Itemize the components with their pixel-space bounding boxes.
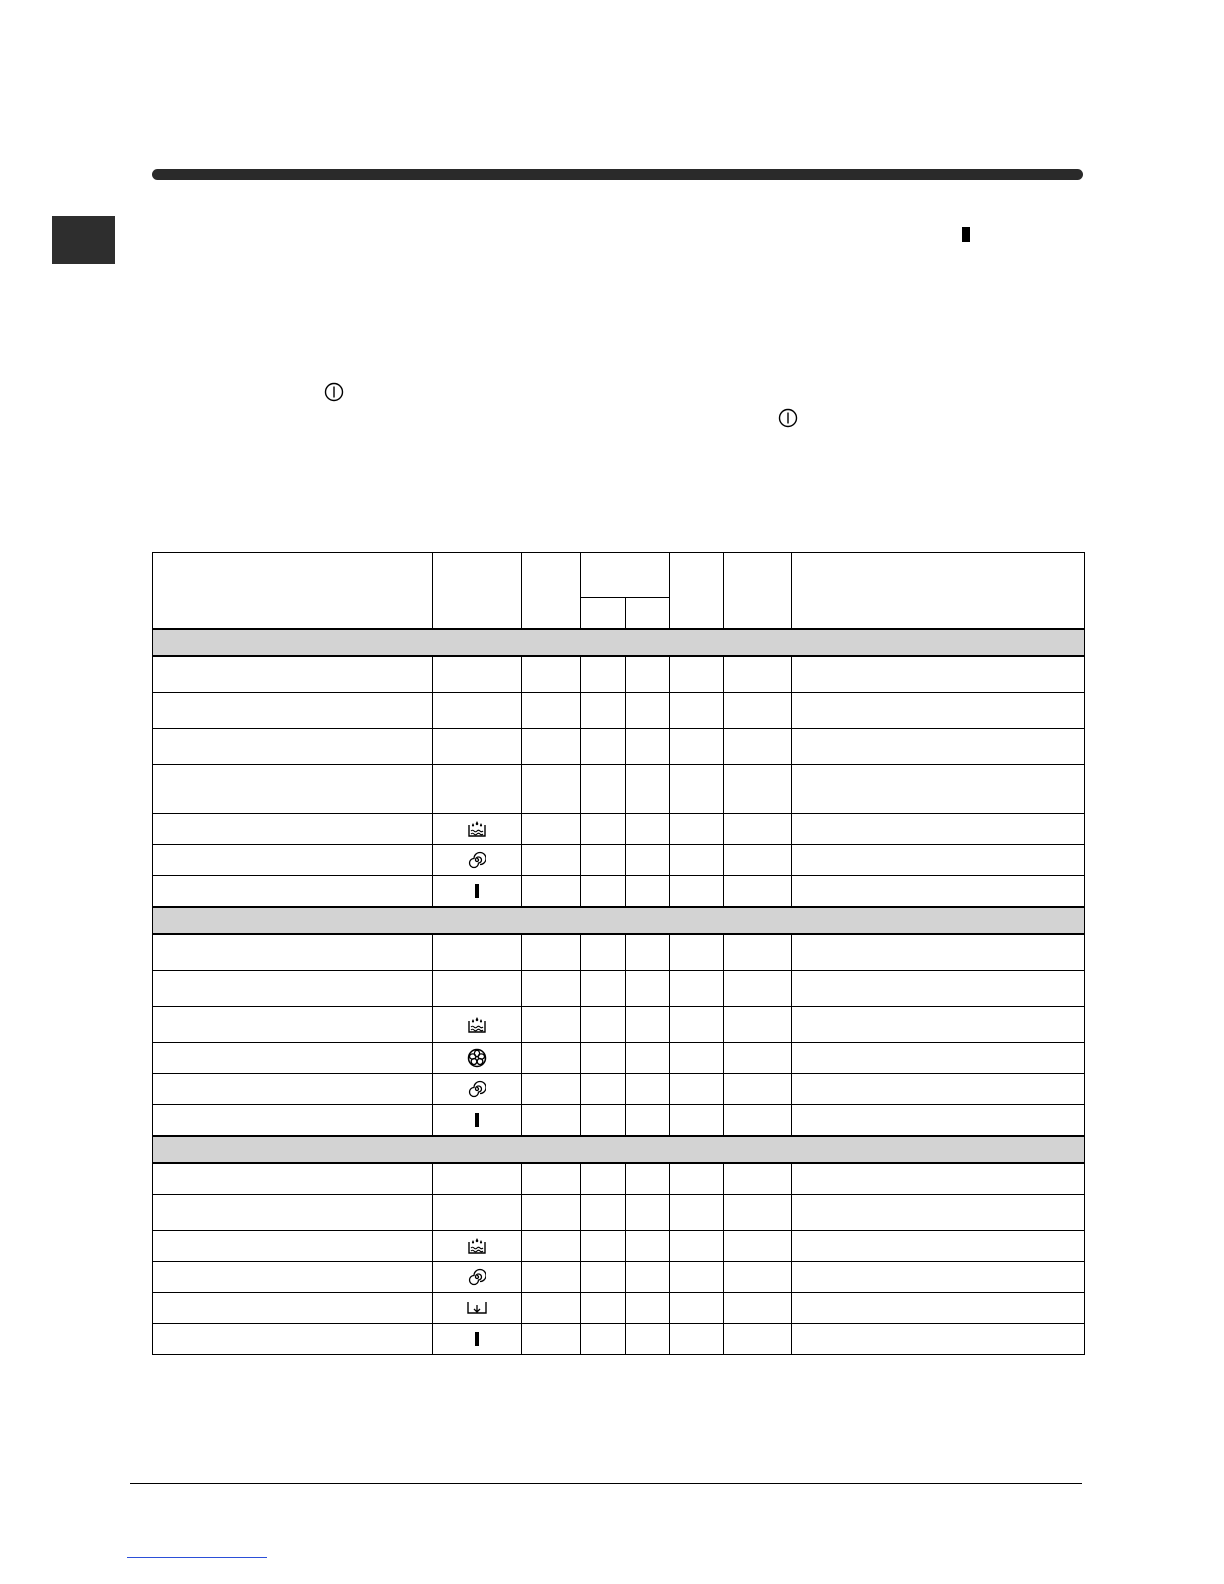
rinse-icon [433,814,522,845]
table-cell [433,765,522,814]
header-temp [522,553,581,630]
table-cell [581,1163,626,1195]
table-cell [724,1324,792,1355]
table-cell [522,765,581,814]
table-cell [522,656,581,693]
table-row [153,934,1085,971]
table-cell [626,729,670,765]
footer-link[interactable] [127,1557,267,1558]
table-cell [724,814,792,845]
programme-table [152,552,1085,1355]
table-cell [670,656,724,693]
table-cell [153,765,433,814]
table-cell [153,1324,433,1355]
table-cell [581,1043,626,1074]
table-cell [522,971,581,1007]
table-cell [522,729,581,765]
table-row [153,971,1085,1007]
table-cell [433,971,522,1007]
table-cell [792,845,1085,876]
table-cell [433,656,522,693]
table-cell [626,1195,670,1231]
table-cell [724,656,792,693]
table-cell [792,1231,1085,1262]
table-cell [724,1074,792,1105]
table-cell [433,693,522,729]
table-cell [522,1324,581,1355]
table-cell [522,1231,581,1262]
softener-icon [433,1043,522,1074]
table-cell [626,656,670,693]
table-cell [724,1007,792,1043]
table-cell [724,934,792,971]
table-cell [153,1163,433,1195]
section-header [153,1136,1085,1163]
table-cell [581,1074,626,1105]
table-cell [792,1163,1085,1195]
table-cell [581,729,626,765]
table-cell [433,1195,522,1231]
table-cell [522,1163,581,1195]
table-cell [724,1105,792,1137]
table-cell [626,814,670,845]
table-cell [670,1195,724,1231]
table-cell [792,1105,1085,1137]
table-cell [581,1324,626,1355]
table-cell [724,1262,792,1293]
table-cell [581,1105,626,1137]
table-cell [581,656,626,693]
table-row [153,845,1085,876]
table-cell [581,1007,626,1043]
table-cell [670,971,724,1007]
power-icon [324,382,344,402]
table-row [153,814,1085,845]
table-cell [581,876,626,908]
table-cell [626,1163,670,1195]
table-cell [670,765,724,814]
table-cell [670,934,724,971]
table-cell [792,1195,1085,1231]
table-cell [522,1074,581,1105]
table-cell [153,1293,433,1324]
table-cell [433,729,522,765]
table-cell [522,814,581,845]
table-cell [581,934,626,971]
table-cell [724,876,792,908]
table-cell [153,1074,433,1105]
table-cell [626,1043,670,1074]
table-cell [670,1007,724,1043]
table-cell [670,1163,724,1195]
table-cell [581,1231,626,1262]
table-cell [670,1262,724,1293]
table-cell [670,1074,724,1105]
end-bar-icon [433,1324,522,1355]
table-cell [581,765,626,814]
table-cell [626,971,670,1007]
table-cell [792,814,1085,845]
table-cell [522,1262,581,1293]
table-cell [670,693,724,729]
end-bar-icon [962,227,970,242]
table-cell [522,1293,581,1324]
table-cell [522,1105,581,1137]
spin-icon [433,1074,522,1105]
table-cell [724,845,792,876]
table-row [153,729,1085,765]
table-cell [724,693,792,729]
table-cell [626,1293,670,1324]
table-cell [626,1262,670,1293]
power-icon [778,408,798,428]
table-cell [153,729,433,765]
table-row [153,1043,1085,1074]
table-row [153,1074,1085,1105]
table-cell [153,934,433,971]
table-cell [792,876,1085,908]
table-cell [626,876,670,908]
end-bar-icon [433,1105,522,1137]
section-header [153,629,1085,656]
drain-icon [433,1293,522,1324]
table-cell [581,971,626,1007]
table-cell [581,1195,626,1231]
table-row [153,1007,1085,1043]
table-cell [522,693,581,729]
table-cell [626,845,670,876]
table-cell [792,971,1085,1007]
table-cell [153,1231,433,1262]
table-cell [792,1074,1085,1105]
table-cell [522,845,581,876]
table-cell [792,934,1085,971]
table-cell [522,1195,581,1231]
rinse-icon [433,1007,522,1043]
table-cell [724,729,792,765]
table-row [153,1195,1085,1231]
spin-icon [433,1262,522,1293]
table-row [153,693,1085,729]
table-cell [522,1043,581,1074]
table-cell [522,876,581,908]
table-cell [792,656,1085,693]
table-cell [153,1007,433,1043]
table-cell [153,1043,433,1074]
table-cell [792,765,1085,814]
table-cell [626,693,670,729]
table-row [153,876,1085,908]
table-cell [522,1007,581,1043]
table-cell [153,876,433,908]
table-cell [724,765,792,814]
table-cell [153,845,433,876]
table-cell [792,729,1085,765]
table-cell [581,693,626,729]
table-row [153,656,1085,693]
table-cell [792,1293,1085,1324]
table-cell [670,1231,724,1262]
table-cell [670,845,724,876]
table-cell [153,814,433,845]
table-row [153,1231,1085,1262]
table-cell [153,1195,433,1231]
table-cell [581,845,626,876]
table-cell [153,656,433,693]
language-tab [52,216,115,264]
table-cell [724,1163,792,1195]
header-rule [152,169,1083,180]
table-cell [670,1293,724,1324]
table-row [153,1105,1085,1137]
table-cell [626,1105,670,1137]
header-duration [724,553,792,630]
spin-icon [433,845,522,876]
header-description [792,553,1085,630]
header-detergent-a [581,598,626,630]
table-row [153,765,1085,814]
table-cell [626,1074,670,1105]
table-cell [153,1105,433,1137]
table-cell [724,1043,792,1074]
table-cell [670,1043,724,1074]
table-cell [724,1231,792,1262]
table-cell [670,814,724,845]
table-cell [670,1105,724,1137]
section-header [153,907,1085,934]
table-cell [433,934,522,971]
table-cell [581,1293,626,1324]
table-cell [433,1163,522,1195]
header-bleach [670,553,724,630]
table-cell [153,693,433,729]
footer-rule [130,1483,1082,1484]
header-detergent-b [626,598,670,630]
table-cell [522,934,581,971]
table-cell [626,1324,670,1355]
table-cell [792,1324,1085,1355]
table-cell [670,1324,724,1355]
table-cell [670,876,724,908]
rinse-icon [433,1231,522,1262]
table-row [153,1293,1085,1324]
table-cell [792,1262,1085,1293]
table-cell [792,1007,1085,1043]
header-programme [153,553,433,630]
table-cell [670,729,724,765]
table-cell [581,1262,626,1293]
table-row [153,1262,1085,1293]
table-cell [581,814,626,845]
table-cell [792,1043,1085,1074]
header-phase [433,553,522,630]
table-row [153,1163,1085,1195]
end-bar-icon [433,876,522,908]
table-cell [626,934,670,971]
table-cell [724,1195,792,1231]
table-cell [626,1007,670,1043]
header-detergent [581,553,670,598]
table-cell [792,693,1085,729]
table-cell [724,1293,792,1324]
table-cell [724,971,792,1007]
table-cell [626,1231,670,1262]
table-cell [626,765,670,814]
table-row [153,1324,1085,1355]
table-cell [153,971,433,1007]
table-cell [153,1262,433,1293]
